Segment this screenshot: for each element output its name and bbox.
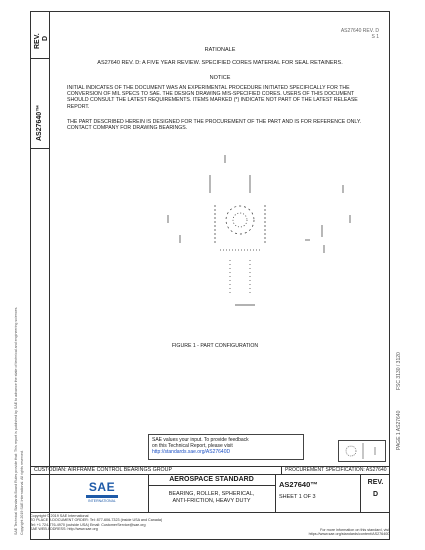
title-rev-label: REV. <box>367 479 384 486</box>
rev-value: D <box>42 35 49 41</box>
title-vdivider-top <box>281 466 282 474</box>
detail-block <box>338 440 386 462</box>
left-margin-text-2: Copyright 2019 SAE International. All rights reserved. <box>20 450 24 535</box>
title-doc-number: AS27640™ <box>279 480 318 489</box>
feedback-box <box>148 434 304 460</box>
figure-caption: FIGURE 1 - PART CONFIGURATION <box>171 343 259 349</box>
custodian-text: CUSTODIAN: AIRFRAME CONTROL BEARINGS GROUP <box>34 467 173 473</box>
footer-line-1: Copyright © 2019 SAE International <box>30 514 89 518</box>
title-divider-standard <box>148 485 275 486</box>
title-divider-2 <box>30 474 390 475</box>
figure-outer-race <box>226 206 254 234</box>
rev-cell-top-left <box>30 11 50 59</box>
sheet-number: SHEET 1 OF 3 <box>279 494 316 500</box>
title-rev-value: D <box>372 491 379 498</box>
top-right-line-1: AS27640 REV. D <box>340 28 379 34</box>
figure-inner-race <box>233 213 247 227</box>
notice-paragraph-2: THE PART DESCRIBED HEREIN IS DESIGNED FOR THE PROCUREMENT OF THE PART AND IS FOR REFERENCE ONLY. CONTACT COMPANY FOR DRAWING BEARINGS. <box>67 119 362 132</box>
right-margin-text-2: PAGE 1 AS27640 <box>396 410 402 450</box>
right-margin-text-1: FSC 3130 / 3120 <box>396 352 402 390</box>
title-divider-bottom <box>30 512 390 513</box>
part-configuration-figure <box>60 145 380 350</box>
footer-right-2: https://www.sae.org/standards/content/AS27640D <box>308 532 390 537</box>
footer-line-4: SAE WEB ADDRESS: http://www.sae.org <box>30 527 98 532</box>
rationale-heading: RATIONALE <box>204 47 236 53</box>
doc-number-vertical: AS27640™ <box>36 104 43 141</box>
title-line-2: ANTI-FRICTION, HEAVY DUTY <box>172 498 251 504</box>
rationale-text: AS27640 REV. D: A FIVE YEAR REVIEW. SPECIFIED CORES MATERIAL FOR SEAL RETAINERS. <box>97 60 343 66</box>
footer-line-3: Tel: +1 724-776-4970 (outside USA) Email: CustomerService@sae.org <box>30 522 146 527</box>
footer-right-1: For more information on this standard, visit <box>320 528 390 532</box>
rev-label: REV. <box>34 33 41 49</box>
notice-paragraph-1: INITIAL INDICATES OF THE DOCUMENT WAS AN EXPERIMENTAL PROCEDURE INITIATED SPECIFICALLY FOR THE CONVERSION OF MIL SPECS TO SAE. THE DESIGN DRAWING MIS-SPECIFIED CORES. USERS OF THIS DOCUMENT SHOULD CONSULT THE LATEST REQUIREMENTS. ITEMS MARKED (*) INDICATE NOT PART OF THE LATEST RELEASE REPORT. <box>67 85 358 110</box>
top-right-line-2: S 1 <box>371 34 379 40</box>
footer-line-2: TO PLACE A DOCUMENT ORDER: Tel: 877-606-7323 (inside USA and Canada) <box>30 518 163 523</box>
feedback-link[interactable]: http://standards.sae.org/AS27640D <box>152 449 231 455</box>
procurement-text: PROCUREMENT SPECIFICATION: AS27640 <box>285 467 387 473</box>
title-vdivider-2 <box>275 474 276 512</box>
doc-number-cell-left <box>30 59 50 149</box>
sae-logo-sub: INTERNATIONAL <box>88 499 116 503</box>
feedback-line-1: SAE values your input. To provide feedback <box>152 437 249 443</box>
top-right-ref <box>341 28 379 40</box>
sae-logo-bar <box>86 495 118 498</box>
footer-right <box>270 528 390 537</box>
feedback-line-2: on this Technical Report, please visit <box>152 443 233 449</box>
sae-logo <box>82 480 122 510</box>
title-line-1: BEARING, ROLLER, SPHERICAL, <box>168 491 255 497</box>
detail-figure <box>339 441 385 461</box>
standard-label: AEROSPACE STANDARD <box>169 476 254 483</box>
sae-logo-text: SAE <box>88 480 116 494</box>
left-margin-text-1: SAE Technical Standards Board Rules provide that: This report is published by SAE to advance the state of technical and engineering sciences. <box>14 306 18 535</box>
notice-heading: NOTICE <box>209 75 231 81</box>
